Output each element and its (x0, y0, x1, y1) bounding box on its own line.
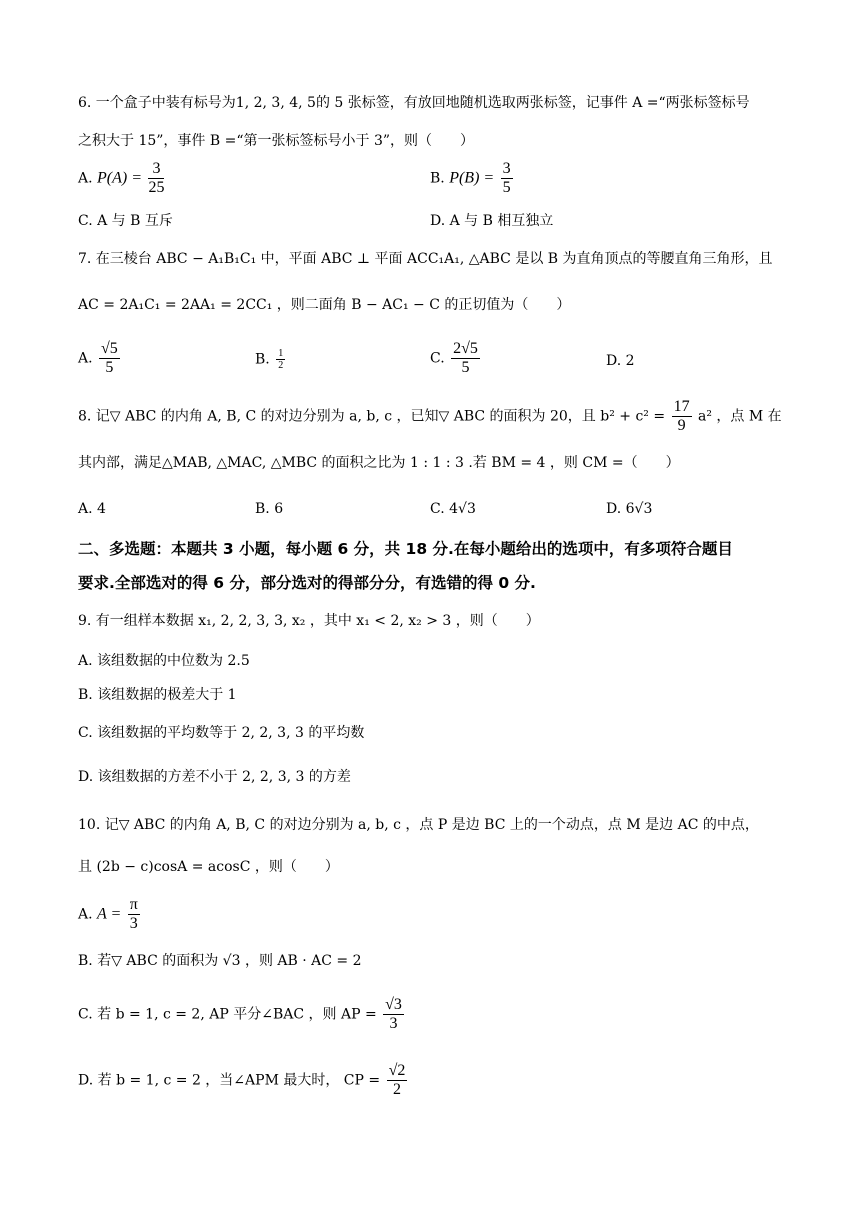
q7-option-a-label: A. (78, 350, 93, 367)
q8-option-d: D. 6√3 (606, 501, 653, 517)
q10-option-a-lhs: A = (97, 905, 122, 923)
q6-option-b-label: B. (430, 170, 445, 187)
q7-option-a (78, 340, 122, 377)
section2-heading-line1: 二、多选题：本题共 3 小题，每小题 6 分，共 18 分.在每小题给出的选项中，有多项符合题目 (78, 540, 733, 558)
q8-stem-line1: 8. 记▽ ABC 的内角 A, B, C 的对边分别为 a, b, c ，已知▽ ABC 的面积为 20，且 b² + c² = $\frac{17}{9}$ a² ，点 M 在 (78, 398, 782, 434)
q9-stem: 9. 有一组样本数据 x₁, 2, 2, 3, 3, x₂ ，其中 x₁ < 2, x₂ > 3 ，则（ ） (78, 613, 540, 629)
q10-option-d: D. 若 b = 1, c = 2 ，当∠APM 最大时， CP = $\frac{√2}{2}$ (78, 1062, 406, 1098)
q6-option-c: C. A 与 B 互斥 (78, 213, 173, 229)
q6-option-b (430, 160, 515, 197)
q10-option-c: C. 若 b = 1, c = 2, AP 平分∠BAC ，则 AP = $\frac{√3}{3}$ (78, 996, 402, 1032)
q6-option-d: D. A 与 B 相互独立 (430, 213, 554, 229)
q10-option-a (78, 896, 142, 933)
q8-stem-fraction: $\frac{17}{9}$ (673, 398, 690, 434)
q6-option-a (78, 160, 166, 197)
q7-option-c-label: C. (430, 350, 445, 367)
q10-option-a-label: A. (78, 906, 93, 923)
q7-option-b-fraction: $\frac{1}{2}$ (278, 348, 284, 371)
q6-stem-line2: 之积大于 15”，事件 B =“第一张标签标号小于 3”，则（ ） (78, 133, 475, 149)
q7-option-b-label: B. (255, 351, 270, 368)
q8-option-a: A. 4 (78, 501, 106, 517)
q8-option-b: B. 6 (255, 501, 284, 517)
q9-option-c: C. 该组数据的平均数等于 2, 2, 3, 3 的平均数 (78, 725, 365, 741)
section2-heading-line2: 要求.全部选对的得 6 分，部分选对的得部分分，有选错的得 0 分. (78, 574, 536, 592)
q9-option-a: A. 该组数据的中位数为 2.5 (78, 653, 250, 669)
q6-stem-line1: 6. 一个盒子中装有标号为1, 2, 3, 4, 5的 5 张标签，有放回地随机选取两张标签，记事件 A =“两张标签标号 (78, 95, 750, 111)
q10-option-a-fraction: $\frac{\pi}{3}$ (129, 896, 138, 932)
q7-option-a-fraction: $\frac{√5}{5}$ (101, 340, 118, 376)
q10-stem-line2: 且 (2b − c)cosA = acosC ，则（ ） (78, 859, 339, 875)
q10-option-b: B. 若▽ ABC 的面积为 √3 ，则 AB · AC = 2 (78, 953, 362, 969)
q7-stem-line2: AC = 2A₁C₁ = 2AA₁ = 2CC₁ ，则二面角 B − AC₁ − C 的正切值为（ ） (78, 297, 571, 313)
q9-option-b: B. 该组数据的极差大于 1 (78, 687, 237, 703)
q10-option-d-fraction: $\frac{√2}{2}$ (388, 1062, 406, 1098)
q8-option-c: C. 4√3 (430, 501, 476, 517)
q9-option-d: D. 该组数据的方差不小于 2, 2, 3, 3 的方差 (78, 769, 351, 785)
q10-stem-line1: 10. 记▽ ABC 的内角 A, B, C 的对边分别为 a, b, c ，点 P 是边 BC 上的一个动点，点 M 是边 AC 的中点， (78, 817, 759, 833)
q7-option-c (430, 340, 482, 377)
q7-option-c-fraction: $\frac{2√5}{5}$ (453, 340, 478, 376)
q6-option-b-lhs: P(B) = (449, 169, 495, 187)
q10-option-c-fraction: $\frac{√3}{3}$ (385, 996, 402, 1032)
q6-option-a-fraction: $\frac{3}{25}$ (148, 160, 165, 196)
q6-option-a-lhs: P(A) = (97, 169, 143, 187)
q7-stem-line1: 7. 在三棱台 ABC − A₁B₁C₁ 中，平面 ABC ⊥ 平面 ACC₁A₁, △ABC 是以 B 为直角顶点的等腰直角三角形，且 (78, 251, 773, 267)
q7-option-b (255, 348, 287, 371)
q7-option-d: D. 2 (606, 353, 635, 369)
q8-stem-line2: 其内部，满足△MAB, △MAC, △MBC 的面积之比为 1 : 1 : 3 .若 BM = 4 ，则 CM =（ ） (78, 455, 680, 471)
q6-option-b-fraction: $\frac{3}{5}$ (502, 160, 511, 196)
q6-option-a-label: A. (78, 170, 93, 187)
